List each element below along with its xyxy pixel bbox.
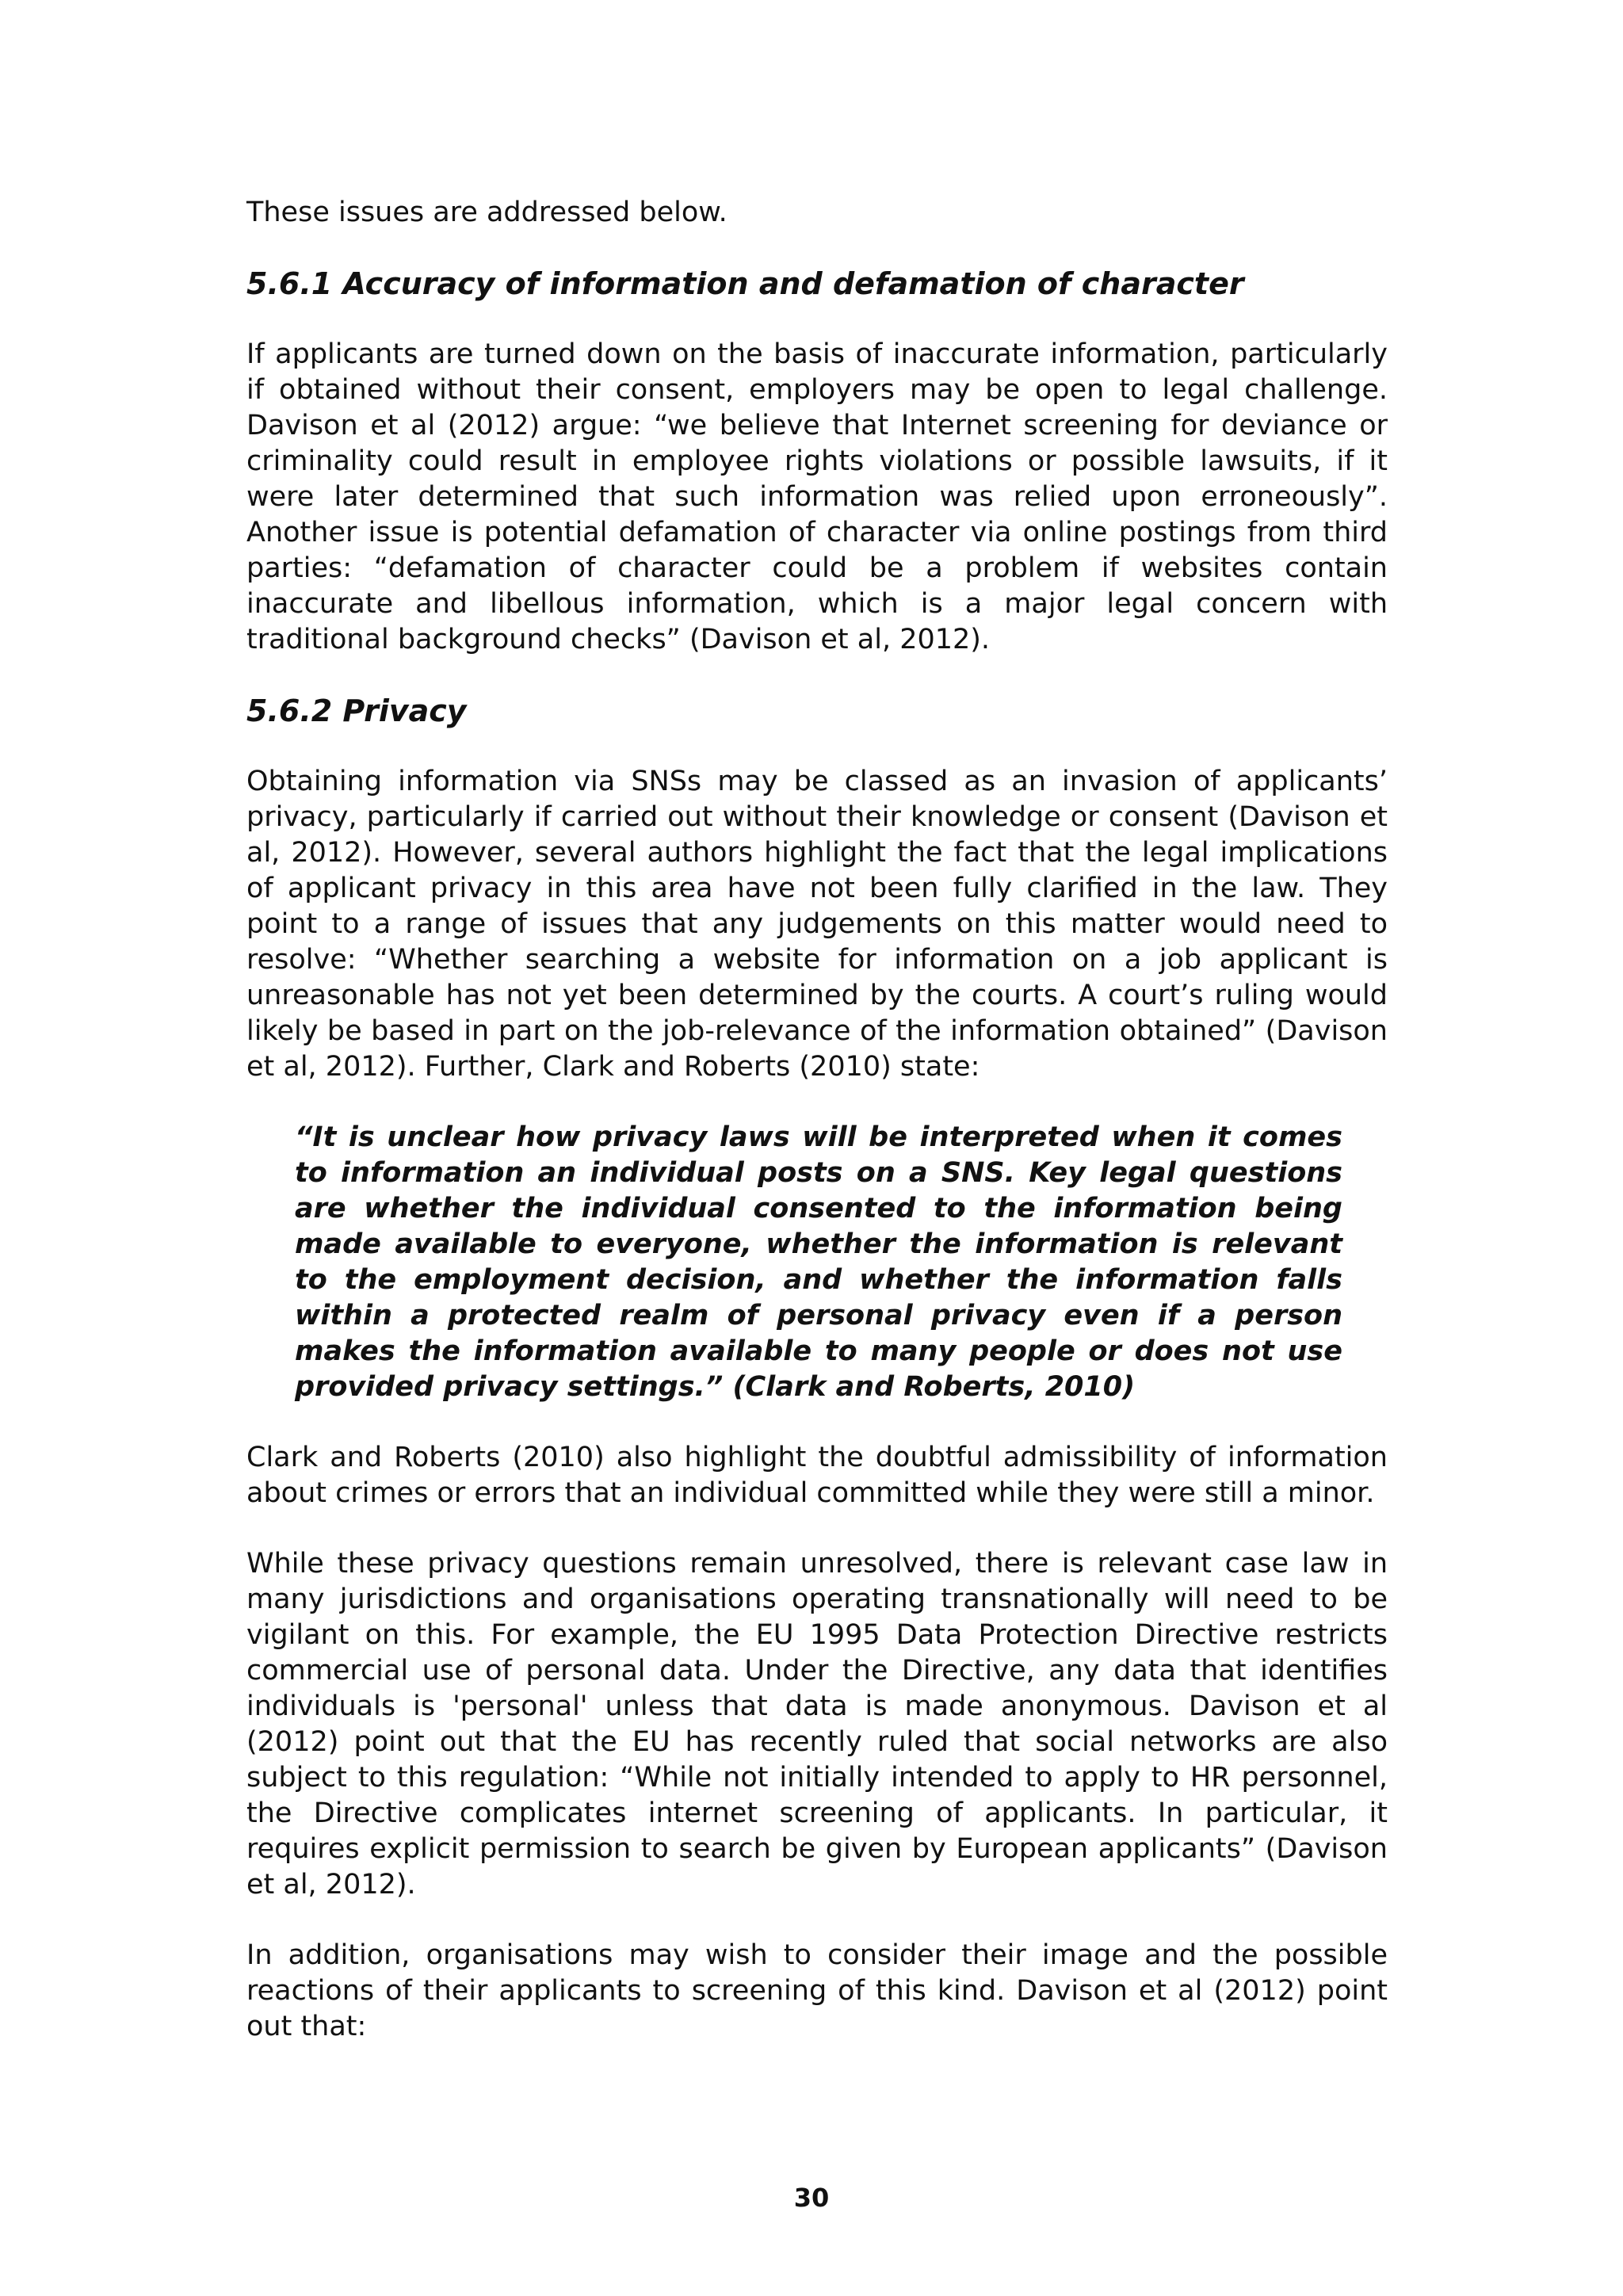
accuracy-paragraph: If applicants are turned down on the basis of inaccurate information, particularly if obtained without their consent, employers may be open to legal challenge. Davison et al (2012) argue: “we believe that Internet screening for deviance or criminality could result in employee rights violations or possible lawsuits, if it were later determined that such information was relied upon erroneously”. Another issue is potential defamation of character via online postings from third parties: “defamation of character could be a problem if websites contain inaccurate and libellous information, which is a major legal concern with traditional background checks” (Davison et al, 2012). [246,338,1388,655]
page-number: 30 [793,2183,830,2213]
intro-paragraph: These issues are addressed below. [246,197,727,228]
section-heading-privacy: 5.6.2 Privacy [246,693,467,728]
eu-directive-paragraph: While these privacy questions remain unresolved, there is relevant case law in many jurisdictions and organisations operating transnationally will need to be vigilant on this. For example, the EU 1995 Data Protection Directive restricts commercial use of personal data. Under the Directive, any data that identifies individuals is 'personal' unless that data is made anonymous. Davison et al (2012) point out that the EU has recently ruled that social networks are also subject to this regulation: “While not initially intended to apply to HR personnel, the Directive complicates internet screening of applicants. In particular, it requires explicit permission to search be given by European applicants” (Davison et al, 2012). [246,1548,1388,1901]
document-page [246,195,1388,2080]
privacy-paragraph: Obtaining information via SNSs may be classed as an invasion of applicants’ privacy, particularly if carried out without their knowledge or consent (Davison et al, 2012). However, several authors highlight the fact that the legal implications of applicant privacy in this area have not been fully clarified in the law. They point to a range of issues that any judgements on this matter would need to resolve: “Whether searching a website for information on a job applicant is unreasonable has not yet been determined by the courts. A court’s ruling would likely be based in part on the job-relevance of the information obtained” (Davison et al, 2012). Further, Clark and Roberts (2010) state: [246,766,1388,1083]
organisation-image-paragraph: In addition, organisations may wish to consider their image and the possible reactions of their applicants to screening of this kind. Davison et al (2012) point out that: [246,1939,1388,2042]
clark-roberts-quote: “It is unclear how privacy laws will be interpreted when it comes to information an individual posts on a SNS. Key legal questions are whether the individual consented to the information being made available to everyone, whether the information is relevant to the employment decision, and whether the information falls within a protected realm of personal privacy even if a person makes the information available to many people or does not use provided privacy settings.” (Clark and Roberts, 2010) [295,1121,1342,1403]
section-heading-accuracy: 5.6.1 Accuracy of information and defamation of character [246,266,1244,301]
admissibility-paragraph: Clark and Roberts (2010) also highlight the doubtful admissibility of information about crimes or errors that an individual committed while they were still a minor. [246,1442,1388,1509]
